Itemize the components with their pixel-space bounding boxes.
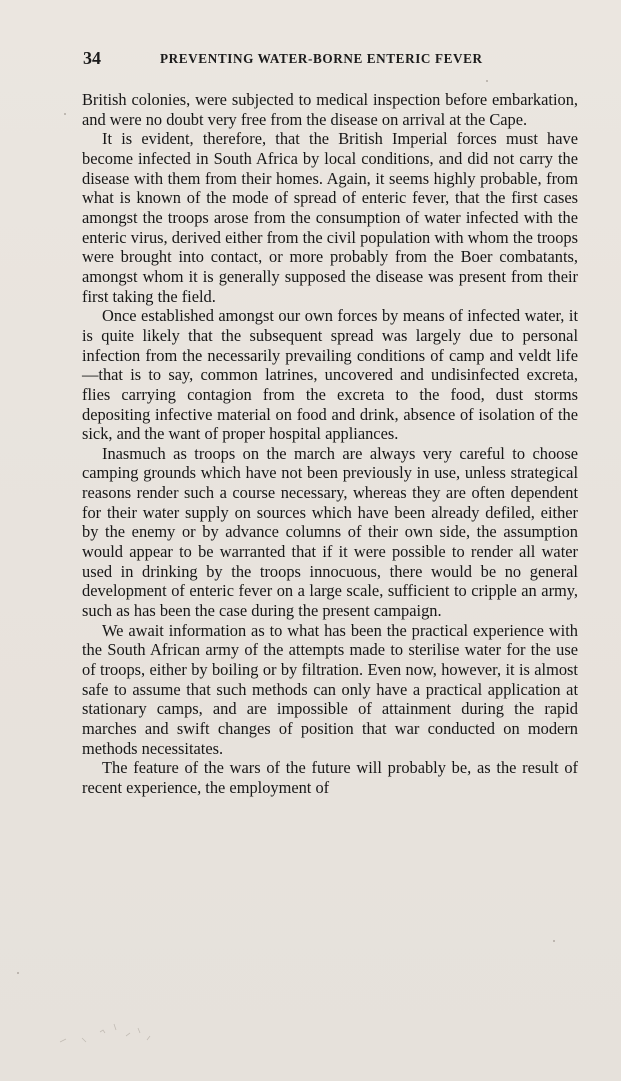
body-text (82, 90, 578, 798)
paper-speck (64, 113, 66, 115)
paragraph-1: British colonies, were subjected to medical inspection before embarkation, and were no doubt very free from the disease on arrival at the Cape. (82, 90, 578, 129)
faint-offset-marks (52, 1018, 172, 1048)
paragraph-3: Once established amongst our own forces by means of infected water, it is quite likely that the subsequent spread was largely due to personal infection from the necessarily prevailing conditions of camp and veldt life—that is to say, common latrines, uncovered and undisinfected excreta, flies carrying contagion from the excreta to the food, dust storms depositing infective material on food and drink, absence of isolation of the sick, and the want of proper hospital appliances. (82, 306, 578, 444)
paragraph-2: It is evident, therefore, that the British Imperial forces must have become infected in South Africa by local conditions, and did not carry the disease with them from their homes. Again, it seems highly probable, from what is known of the mode of spread of enteric fever, that the first cases amongst the troops arose from the consumption of water infected with the enteric virus, derived either from the civil population with whom the troops were brought into contact, or more probably from the Boer combatants, amongst whom it is generally supposed the disease was present from their first taking the field. (82, 129, 578, 306)
running-head (80, 48, 540, 72)
paper-speck (553, 940, 555, 942)
paragraph-5: We await information as to what has been the practical experience with the South African army of the attempts made to sterilise water for the use of troops, either by boiling or by filtration. Even now, however, it is almost safe to assume that such methods can only have a practical application at stationary camps, and are impossible of attainment during the rapid marches and swift changes of position that war conducted on modern methods necessitates. (82, 620, 578, 758)
running-title: PREVENTING WATER-BORNE ENTERIC FEVER (160, 51, 483, 66)
page-number: 34 (83, 48, 101, 68)
paper-speck (17, 972, 19, 974)
paragraph-4: Inasmuch as troops on the march are always very careful to choose camping grounds which have not been previously in use, unless strategical reasons render such a course necessary, whereas they are often dependent for their water supply on sources which have been already defiled, either by the enemy or by advance columns of their own side, the assumption would appear to be warranted that if it were possible to render all water used in drinking by the troops innocuous, there would be no general development of enteric fever on a large scale, sufficient to cripple an army, such as has been the case during the present campaign. (82, 443, 578, 621)
paragraph-6: The feature of the wars of the future will probably be, as the result of recent experience, the employment of (82, 758, 578, 797)
paper-speck (486, 80, 488, 82)
